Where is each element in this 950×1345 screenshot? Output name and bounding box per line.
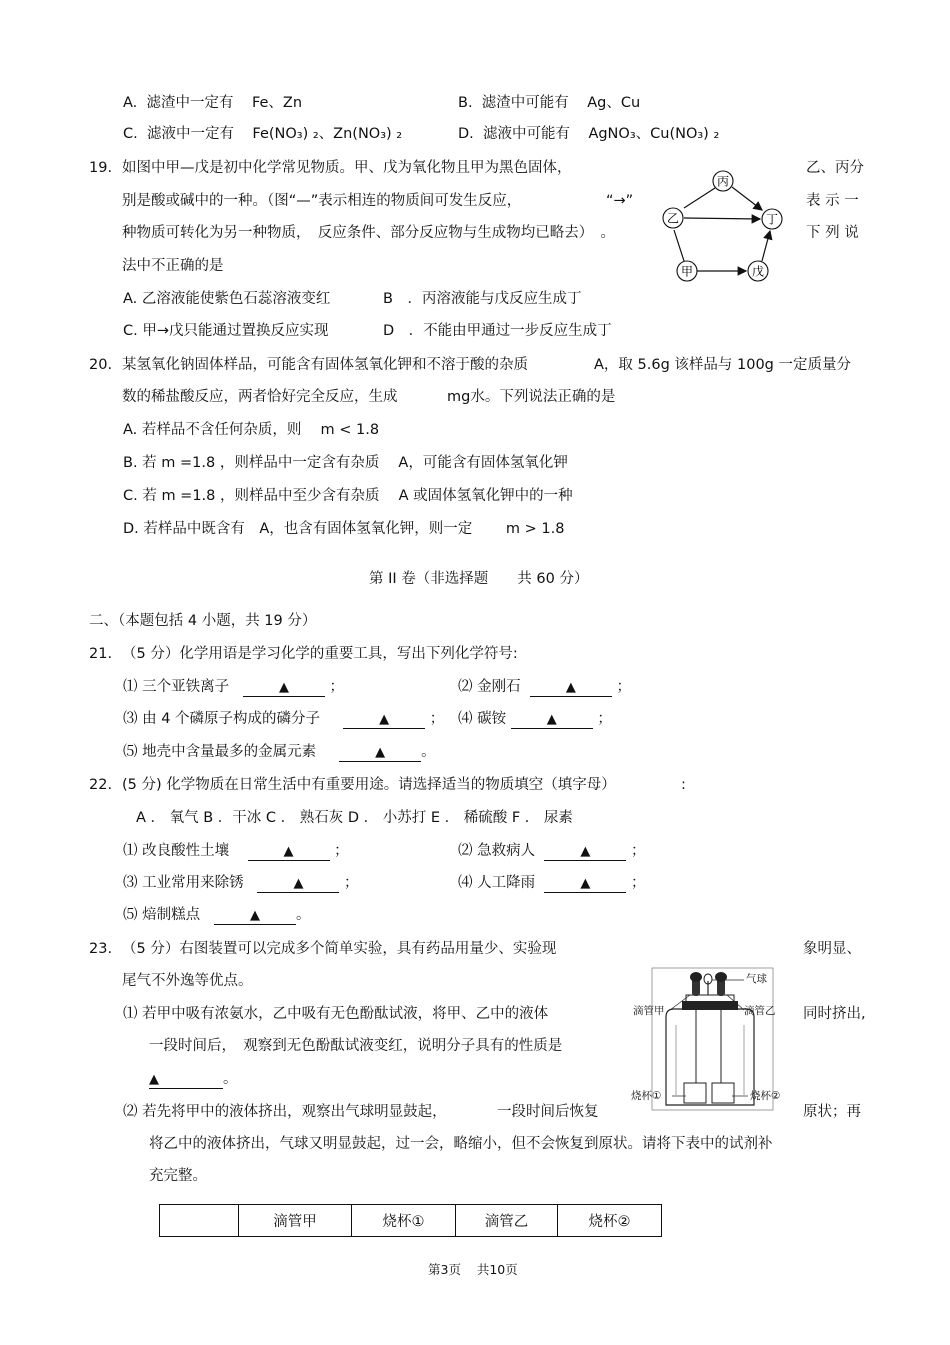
q23-line1: （5 分）右图装置可以完成多个简单实验，具有药品用量少、实验现 xyxy=(122,941,557,957)
triangle-icon: ▲ xyxy=(546,712,557,727)
q22-blank3[interactable] xyxy=(257,875,339,893)
edge-yi-jia xyxy=(674,230,684,261)
q19-line3-right: 下 列 说 xyxy=(806,225,859,241)
q19-line2-mid: “→” xyxy=(606,193,634,209)
table-header-cell: 滴管甲 xyxy=(239,1205,352,1237)
node-yi-label: 乙 xyxy=(666,211,680,226)
triangle-icon: ▲ xyxy=(293,876,304,891)
q20-line1b: A，取 5.6g 该样品与 100g 一定质量分 xyxy=(594,357,851,373)
q23-s2b: 将乙中的液体挤出，气球又明显鼓起，过一会，略缩小，但不会恢复到原状。请将下表中的试剂补 xyxy=(149,1136,773,1152)
q21-item3: ⑶ 由 4 个磷原子构成的磷分子 ▲ ； xyxy=(123,711,445,727)
table-header-cell xyxy=(160,1205,239,1237)
q23-s2a: ⑵ 若先将甲中的液体挤出，观察出气球明显鼓起， xyxy=(123,1104,447,1120)
q22-number: 22. xyxy=(89,777,113,793)
q20-option-a: A. 若样品不含任何杂质，则 m < 1.8 xyxy=(123,422,380,438)
page-footer xyxy=(428,1260,518,1280)
q19-option-b: B ．丙溶液能与戊反应生成丁 xyxy=(383,291,582,307)
q20-option-c: C. 若 m =1.8 ，则样品中至少含有杂质 A 或固体氢氧化钾中的一种 xyxy=(123,488,573,504)
edge-wu-ding xyxy=(762,231,770,261)
q21-blank3[interactable] xyxy=(343,711,425,729)
q20-option-b: B. 若 m =1.8 ，则样品中一定含有杂质 A，可能含有固体氢氧化钾 xyxy=(123,455,568,471)
q23-line2: 尾气不外逸等优点。 xyxy=(122,973,253,989)
q19-pentagon-diagram xyxy=(650,165,800,290)
q23-s1b: 一段时间后， 观察到无色酚酞试液变红，说明分子具有的性质是 xyxy=(149,1038,563,1054)
q22-item5: ⑸ 焙制糕点 ▲ 。 xyxy=(123,907,311,923)
q21-number: 21. xyxy=(89,646,113,662)
part2-heading: 二、（本题包括 4 小题，共 19 分） xyxy=(89,613,317,629)
node-ding-label: 丁 xyxy=(765,212,779,227)
q19-line2-right: 表 示 一 xyxy=(806,193,859,209)
q21-blank5[interactable] xyxy=(339,744,421,762)
page-total: 共10页 xyxy=(476,1262,518,1277)
dropper-jia-label: 滴管甲 xyxy=(633,1005,665,1017)
q21-blank2[interactable] xyxy=(530,679,612,697)
node-wu-label: 戊 xyxy=(751,264,765,279)
q18-option-d: D. 滤液中可能有 AgNO₃、Cu(NO₃) ₂ xyxy=(458,126,720,142)
q23-s2a-right: 原状；再 xyxy=(803,1104,861,1120)
q23-s2c: 充完整。 xyxy=(149,1168,207,1184)
q22-item2: ⑵ 急救病人 ▲ ； xyxy=(458,843,646,859)
dropper-yi-label: 滴管乙 xyxy=(744,1005,776,1017)
triangle-icon: ▲ xyxy=(580,844,591,859)
balloon-label: 气球 xyxy=(746,973,767,985)
q21-stem: （5 分）化学用语是学习化学的重要工具，写出下列化学符号: xyxy=(122,646,518,662)
triangle-icon: ▲ xyxy=(375,745,386,760)
edge-bing-ding xyxy=(732,187,762,210)
node-jia xyxy=(677,261,697,281)
q19-line2: 别是酸或碱中的一种。（图“—”表示相连的物质间可发生反应， xyxy=(122,193,522,209)
q19-line4: 法中不正确的是 xyxy=(122,258,224,274)
q22-blank4[interactable] xyxy=(544,875,626,893)
triangle-icon: ▲ xyxy=(379,712,390,727)
q21-blank4[interactable] xyxy=(511,711,593,729)
section2-title: 第 II 卷（非选择题 共 60 分） xyxy=(369,571,589,587)
node-yi xyxy=(663,208,683,228)
node-jia-label: 甲 xyxy=(680,264,694,279)
beaker2-label: 烧杯② xyxy=(750,1090,781,1102)
table-header-cell: 滴管乙 xyxy=(456,1205,558,1237)
q22-stem: (5 分) 化学物质在日常生活中有重要用途。请选择适当的物质填空（填字母） xyxy=(122,777,616,793)
triangle-icon: ▲ xyxy=(249,908,260,923)
q21-blank1[interactable] xyxy=(243,679,325,697)
edge-yi-ding xyxy=(684,218,760,219)
node-ding xyxy=(762,209,782,229)
page-number: 第3页 xyxy=(428,1262,461,1277)
q23-number: 23. xyxy=(89,941,113,957)
triangle-icon: ▲ xyxy=(580,876,591,891)
q18-option-c: C. 滤液中一定有 Fe(NO₃) ₂、Zn(NO₃) ₂ xyxy=(123,126,403,142)
q19-line1-right: 乙、丙分 xyxy=(806,160,864,176)
q22-colon: : xyxy=(681,777,686,793)
table-header-cell: 烧杯② xyxy=(558,1205,662,1237)
q22-item1: ⑴ 改良酸性土壤 ▲ ； xyxy=(123,843,349,859)
node-bing xyxy=(713,171,733,191)
triangle-icon: ▲ xyxy=(149,1072,159,1087)
edge-bing-yi xyxy=(684,188,715,208)
q22-blank2[interactable] xyxy=(544,843,626,861)
triangle-icon: ▲ xyxy=(565,680,576,695)
q22-item4: ⑷ 人工降雨 ▲ ； xyxy=(458,875,646,891)
q23-s1a-right: 同时挤出, xyxy=(803,1006,866,1022)
q23-apparatus-diagram xyxy=(628,965,800,1115)
q22-item3: ⑶ 工业常用来除锈 ▲ ； xyxy=(123,875,359,891)
q19-option-c: C. 甲→戊只能通过置换反应实现 xyxy=(123,323,329,339)
q20-line2a: 数的稀盐酸反应，两者恰好完全反应，生成 xyxy=(122,389,398,405)
q21-item2: ⑵ 金刚石 ▲ ； xyxy=(458,679,631,695)
q22-choices: A ． 氧气 B ．干冰 C ． 熟石灰 D ． 小苏打 E ． 稀硫酸 F ． 尿素 xyxy=(136,810,573,826)
q22-blank5[interactable] xyxy=(214,907,296,925)
q21-item4: ⑷ 碳铵 ▲ ； xyxy=(458,711,612,727)
q23-line1-right: 象明显、 xyxy=(803,941,861,957)
table-row xyxy=(160,1205,662,1237)
beaker1-label: 烧杯① xyxy=(631,1090,662,1102)
triangle-icon: ▲ xyxy=(283,844,294,859)
q20-number: 20. xyxy=(89,357,113,373)
q20-option-d: D. 若样品中既含有 A，也含有固体氢氧化钾，则一定 m > 1.8 xyxy=(123,521,565,537)
q21-item1: ⑴ 三个亚铁离子 ▲ ； xyxy=(123,679,345,695)
q19-option-d: D ．不能由甲通过一步反应生成丁 xyxy=(383,323,612,339)
table-header-cell: 烧杯① xyxy=(352,1205,456,1237)
q19-line3: 种物质可转化为另一种物质， 反应条件、部分反应物与生成物均已略去） 。 xyxy=(122,225,615,241)
q22-blank1[interactable] xyxy=(248,843,330,861)
q19-number: 19. xyxy=(89,160,113,176)
q23-reagent-table xyxy=(159,1204,662,1237)
q20-line2b: mg水。下列说法正确的是 xyxy=(447,389,616,405)
q18-option-a: A. 滤渣中一定有 Fe、Zn xyxy=(123,95,303,111)
q23-s2a-mid: 一段时间后恢复 xyxy=(497,1104,599,1120)
q18-option-b: B. 滤渣中可能有 Ag、Cu xyxy=(458,95,641,111)
triangle-icon: ▲ xyxy=(278,680,289,695)
q19-line1: 如图中甲—戊是初中化学常见物质。甲、戊为氧化物且甲为黑色固体， xyxy=(122,160,572,176)
q23-s1-answer: ▲ 。 xyxy=(149,1071,238,1087)
node-wu xyxy=(748,261,768,281)
q19-option-a: A. 乙溶液能使紫色石蕊溶液变红 xyxy=(123,291,331,307)
q21-item5: ⑸ 地壳中含量最多的金属元素 ▲ 。 xyxy=(123,744,436,760)
node-bing-label: 丙 xyxy=(716,174,730,189)
q20-line1a: 某氢氧化钠固体样品，可能含有固体氢氧化钾和不溶于酸的杂质 xyxy=(122,357,528,373)
q23-s1a: ⑴ 若甲中吸有浓氨水，乙中吸有无色酚酞试液，将甲、乙中的液体 xyxy=(123,1006,549,1022)
q23-blank1[interactable] xyxy=(149,1071,223,1089)
